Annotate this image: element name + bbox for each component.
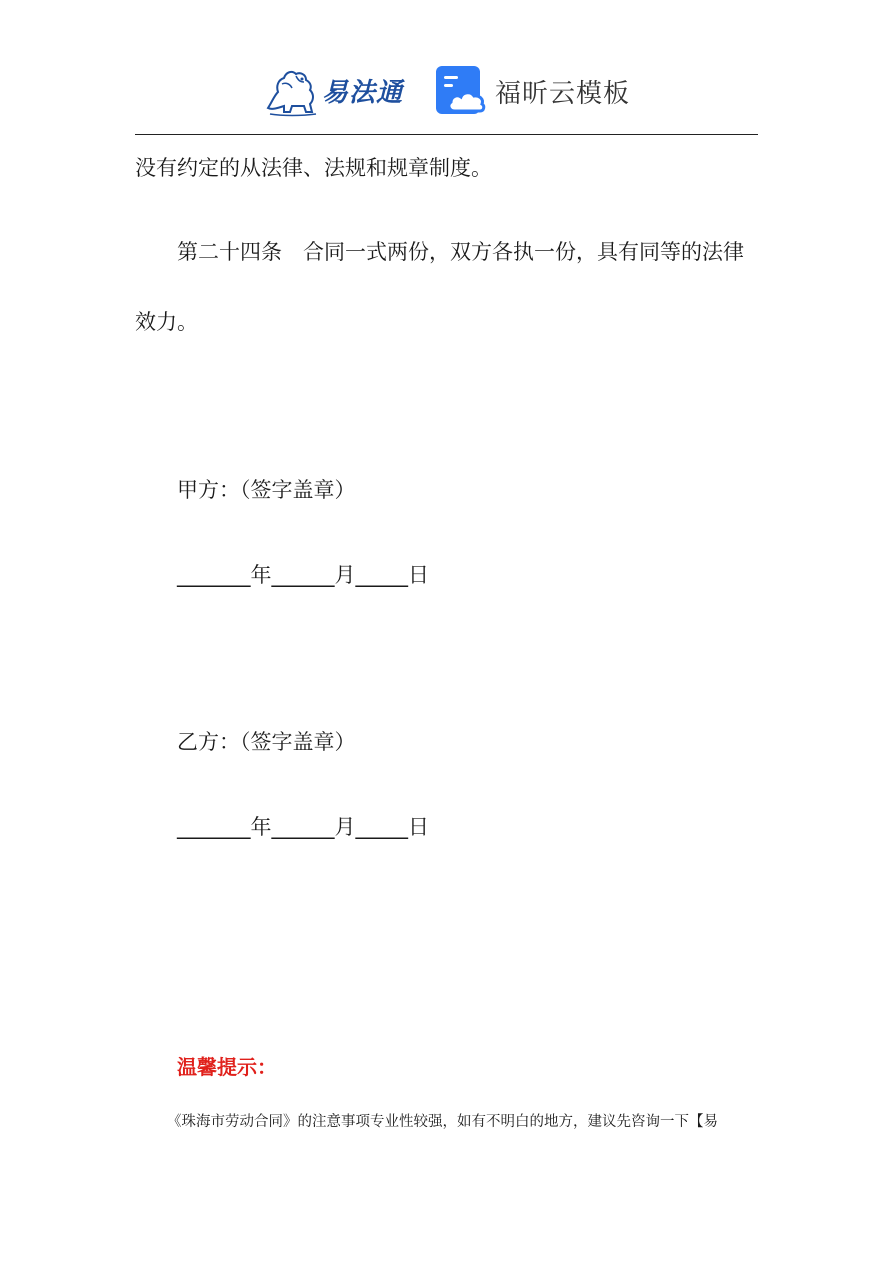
- fuxin-brand-text: 福昕云模板: [495, 78, 631, 109]
- fuxin-logo: [435, 64, 635, 118]
- party-b-signature-label: 乙方：（签字盖章）: [177, 730, 356, 754]
- header-divider: [135, 134, 758, 135]
- cloud-document-icon: [435, 65, 487, 117]
- party-a-signature-label: 甲方：（签字盖章）: [177, 478, 356, 502]
- article-24-line: 第二十四条 合同一式两份，双方各执一份，具有同等的法律: [177, 240, 744, 264]
- article-24-continuation: 效力。: [135, 310, 198, 334]
- yifatong-logo: [262, 62, 412, 118]
- qilin-icon: [262, 62, 320, 118]
- warm-tip-title: 温馨提示：: [177, 1055, 277, 1079]
- yifatong-brand-text: 易法通: [322, 77, 404, 108]
- warm-tip-text: 《珠海市劳动合同》的注意事项专业性较强，如有不明白的地方，建议先咨询一下【易: [167, 1114, 718, 1130]
- party-a-date-line: _______年______月_____日: [177, 563, 429, 587]
- party-b-date-line: _______年______月_____日: [177, 815, 429, 839]
- page-header: [0, 56, 893, 126]
- paragraph-line: 没有约定的从法律、法规和规章制度。: [135, 156, 492, 180]
